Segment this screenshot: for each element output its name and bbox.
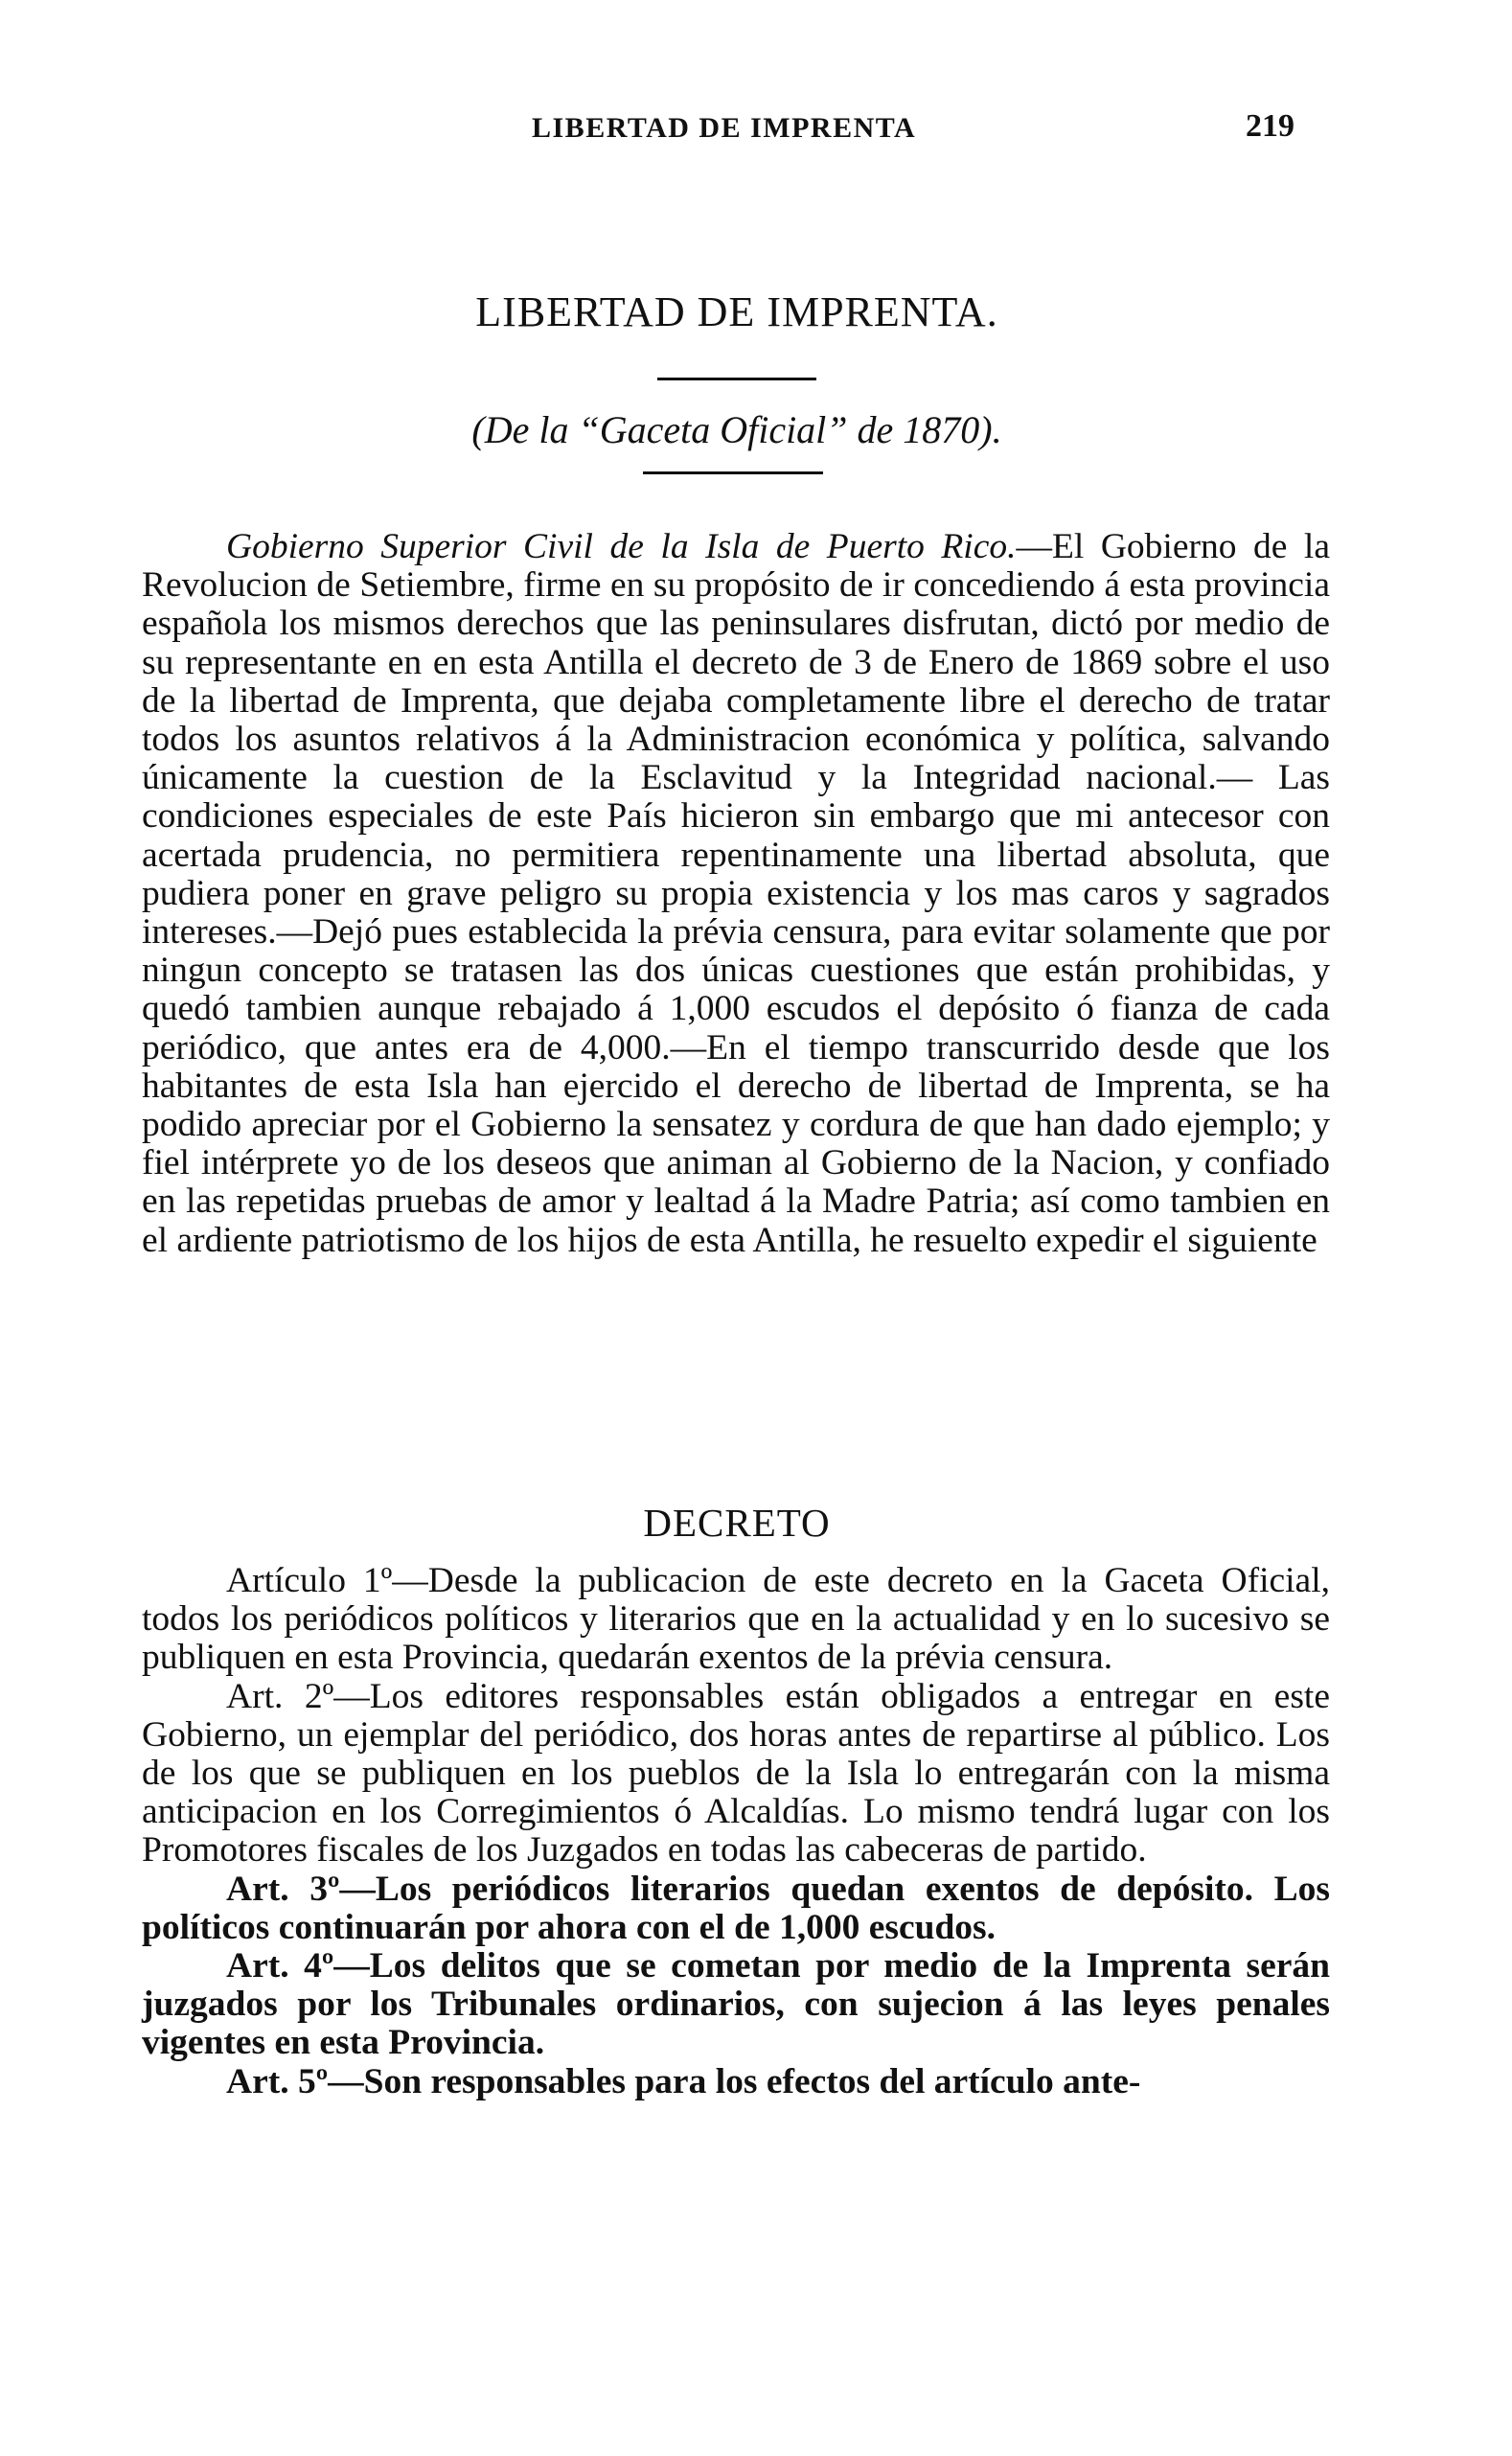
article-paragraph: Art. 5º—Son responsables para los efectos del artículo ante- bbox=[226, 2061, 1141, 2101]
running-header-title: LIBERTAD DE IMPRENTA bbox=[532, 112, 917, 144]
intro-text: —El Gobierno de la Revolucion de Setiembre, firme en su propósito de ir concediendo á esta provincia española los mismos derechos que las peninsulares disfrutan, dictó por medio de su representante en en esta Antilla el decreto de 3 de Enero de 1869 sobre el uso de la libertad de Imprenta, que dejaba completamente libre el derecho de tratar todos los asuntos relativos á la Administracion económica y política, salvando únicamente la cuestion de la Esclavitud y la Integridad nacional.— Las condiciones especiales de este País hicieron sin embargo que mi antecesor con acertada prudencia, no permitiera repentinamente una libertad absoluta, que pudiera poner en grave peligro su propia existencia y los mas caros y sagrados intereses.—Dejó pues establecida la prévia censura, para evitar solamente que por ningun concepto se tratasen las dos únicas cuestiones que están prohibidas, y quedó tambien aunque rebajado á 1,000 escudos el depósito ó fianza de cada periódico, que antes era de 4,000.—En el tiempo transcurrido desde que los habitantes de esta Isla han ejercido el derecho de libertad de Imprenta, se ha podido apreciar por el Gobierno la sensatez y cordura de que han dado ejemplo; y fiel intérprete yo de los deseos que animan al Gobierno de la Nacion, y confiado en las repetidas pruebas de amor y lealtad á la Madre Patria; así como tambien en el ardiente patriotismo de los hijos de esta Antilla, he resuelto expedir el siguiente bbox=[142, 527, 1330, 1260]
decree-heading: DECRETO bbox=[643, 1501, 831, 1545]
article-paragraph: Art. 3º—Los periódicos literarios quedan exentos de depósito. Los políticos continuarán por ahora con el de 1,000 escudos. bbox=[142, 1869, 1330, 1947]
source-citation: (De la “Gaceta Oficial” de 1870). bbox=[471, 408, 1002, 451]
title-divider bbox=[657, 378, 816, 380]
articles-list bbox=[142, 1562, 1330, 2101]
source-divider bbox=[643, 471, 823, 474]
intro-paragraph bbox=[142, 528, 1330, 1260]
article-paragraph: Artículo 1º—Desde la publicacion de este decreto en la Gaceta Oficial, todos los periódicos políticos y literarios que en la actualidad y en lo sucesivo se publiquen en esta Provincia, quedarán exentos de la prévia censura. bbox=[142, 1561, 1330, 1678]
page-title: LIBERTAD DE IMPRENTA. bbox=[475, 288, 998, 335]
page-number: 219 bbox=[1246, 108, 1294, 144]
article-paragraph: Art. 2º—Los editores responsables están obligados a entregar en este Gobierno, un ejemplar del periódico, dos horas antes de repartirse al público. Los de los que se publiquen en los pueblos de la Isla lo entregarán con la misma anticipacion en los Corregimientos ó Alcaldías. Lo mismo tendrá lugar con los Promotores fiscales de los Juzgados en todas las cabeceras de partido. bbox=[142, 1676, 1330, 1871]
article-paragraph: Art. 4º—Los delitos que se cometan por medio de la Imprenta serán juzgados por los Tribunales ordinarios, con sujecion á las leyes penales vigentes en esta Provincia. bbox=[142, 1946, 1330, 2063]
intro-lead: Gobierno Superior Civil de la Isla de Puerto Rico. bbox=[226, 527, 1017, 566]
